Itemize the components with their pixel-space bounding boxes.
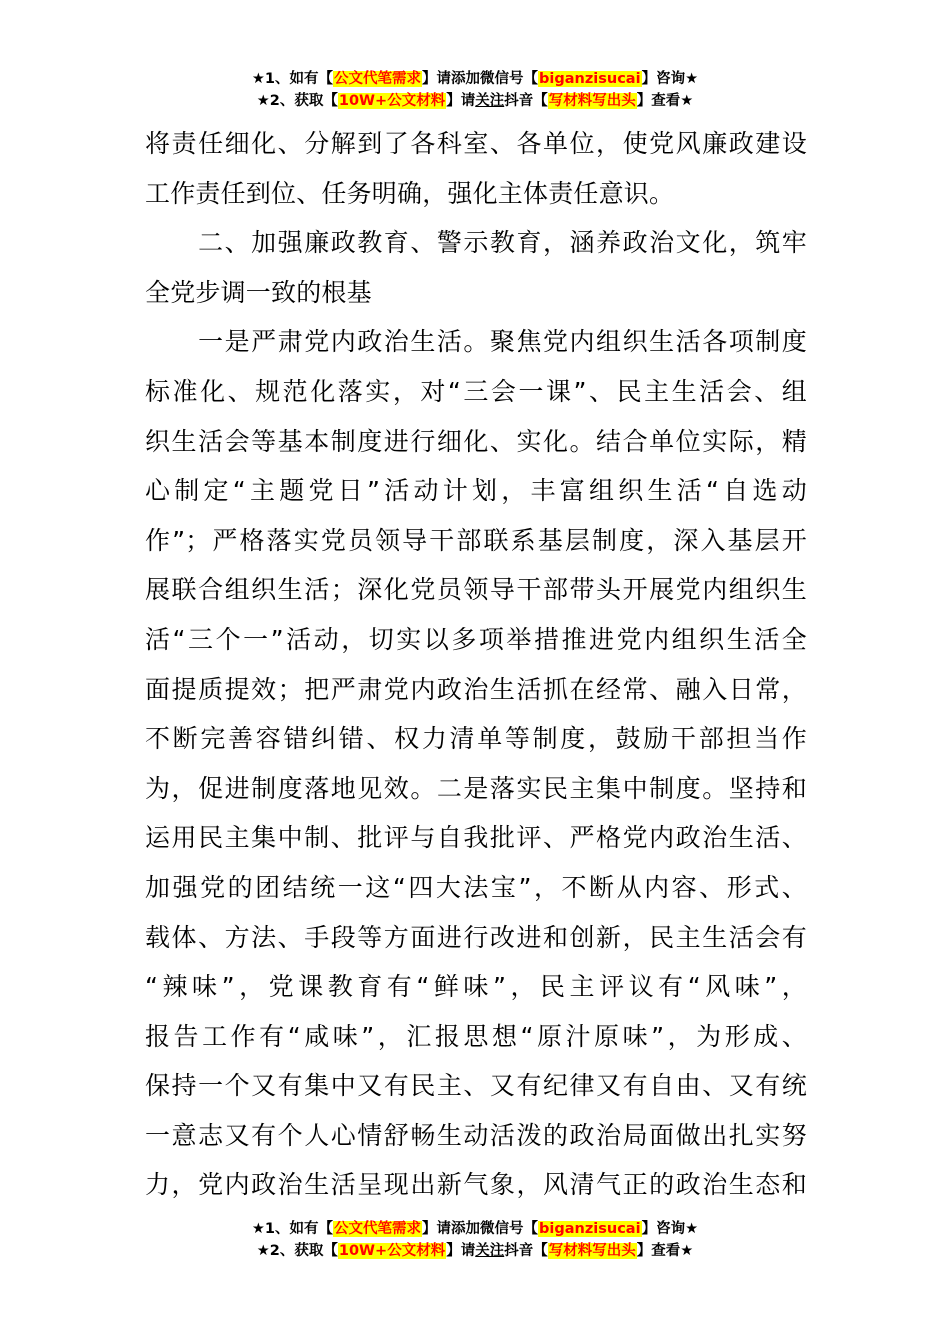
notice-line-1 xyxy=(0,68,950,90)
section-heading-line: 全党步调一致的根基 xyxy=(145,277,372,307)
notice-highlight: 10W+公文材料 xyxy=(338,1243,446,1259)
body-line: 力，党内政治生活呈现出新气象，风清气正的政治生态和 xyxy=(145,1170,807,1200)
notice-text: 】请 xyxy=(422,71,452,87)
notice-emphasis: 添加 xyxy=(451,71,481,87)
body-line: 标准化、规范化落实，对“三会一课”、民主生活会、组 xyxy=(145,376,807,406)
body-line: 保持一个又有集中又有民主、又有纪律又有自由、又有统 xyxy=(145,1071,807,1101)
notice-text: 】请 xyxy=(446,1243,476,1259)
document-body xyxy=(145,119,807,1210)
body-line: 运用民主集中制、批评与自我批评、严格党内政治生活、 xyxy=(145,823,807,853)
notice-text: 】请 xyxy=(446,93,476,109)
notice-text: 微信号【 xyxy=(480,71,539,87)
body-line: 工作责任到位、任务明确，强化主体责任意识。 xyxy=(145,178,675,208)
header-notice xyxy=(0,68,950,112)
notice-text: ★2、获取【 xyxy=(256,1243,338,1259)
body-line: 一是严肃党内政治生活。聚焦党内组织生活各项制度 xyxy=(145,327,807,357)
body-line: 报告工作有“咸味”，汇报思想“原汁原味”，为形成、 xyxy=(145,1021,807,1051)
notice-highlight: 写材料写出头 xyxy=(548,1243,636,1259)
body-line: 活“三个一”活动，切实以多项举措推进党内组织生活全 xyxy=(145,624,807,654)
body-line: 加强党的团结统一这“四大法宝”，不断从内容、形式、 xyxy=(145,872,807,902)
notice-highlight: 写材料写出头 xyxy=(548,93,636,109)
notice-text: ★2、获取【 xyxy=(256,93,338,109)
body-line: 载体、方法、手段等方面进行改进和创新，民主生活会有 xyxy=(145,922,807,952)
notice-emphasis: 关注 xyxy=(475,93,505,109)
notice-emphasis: 添加 xyxy=(451,1221,481,1237)
notice-text: 微信号【 xyxy=(480,1221,539,1237)
footer-notice xyxy=(0,1218,950,1262)
body-line: 展联合组织生活；深化党员领导干部带头开展党内组织生 xyxy=(145,575,807,605)
notice-text: 抖音【 xyxy=(504,1243,548,1259)
notice-highlight: biganzisucai xyxy=(539,1221,641,1237)
body-line: 心制定“主题党日”活动计划，丰富组织生活“自选动 xyxy=(145,476,807,506)
notice-highlight: 公文代笔需求 xyxy=(334,1221,422,1237)
body-line: “辣味”，党课教育有“鲜味”，民主评议有“风味”， xyxy=(145,972,807,1002)
body-line: 作”；严格落实党员领导干部联系基层制度，深入基层开 xyxy=(145,525,807,555)
notice-highlight: 10W+公文材料 xyxy=(338,93,446,109)
body-line: 一意志又有个人心情舒畅生动活泼的政治局面做出扎实努 xyxy=(145,1120,807,1150)
notice-emphasis: 关注 xyxy=(475,1243,505,1259)
body-line: 不断完善容错纠错、权力清单等制度，鼓励干部担当作 xyxy=(145,724,807,754)
body-line: 面提质提效；把严肃党内政治生活抓在经常、融入日常， xyxy=(145,674,807,704)
notice-text: 】请 xyxy=(422,1221,452,1237)
notice-text: ★1、如有【 xyxy=(251,71,334,87)
section-heading-line: 二、加强廉政教育、警示教育，涵养政治文化，筑牢 xyxy=(145,228,807,258)
body-line: 织生活会等基本制度进行细化、实化。结合单位实际，精 xyxy=(145,426,807,456)
notice-text: ★1、如有【 xyxy=(251,1221,334,1237)
notice-text: 抖音【 xyxy=(504,93,548,109)
notice-line-2 xyxy=(0,90,950,112)
notice-text: 】查看★ xyxy=(636,93,694,109)
notice-text: 】咨询★ xyxy=(641,71,699,87)
notice-line-2 xyxy=(0,1240,950,1262)
notice-highlight: 公文代笔需求 xyxy=(334,71,422,87)
notice-highlight: biganzisucai xyxy=(539,71,641,87)
notice-text: 】咨询★ xyxy=(641,1221,699,1237)
notice-line-1 xyxy=(0,1218,950,1240)
body-line: 将责任细化、分解到了各科室、各单位，使党风廉政建设 xyxy=(145,129,807,158)
body-line: 为，促进制度落地见效。二是落实民主集中制度。坚持和 xyxy=(145,773,807,803)
notice-text: 】查看★ xyxy=(636,1243,694,1259)
